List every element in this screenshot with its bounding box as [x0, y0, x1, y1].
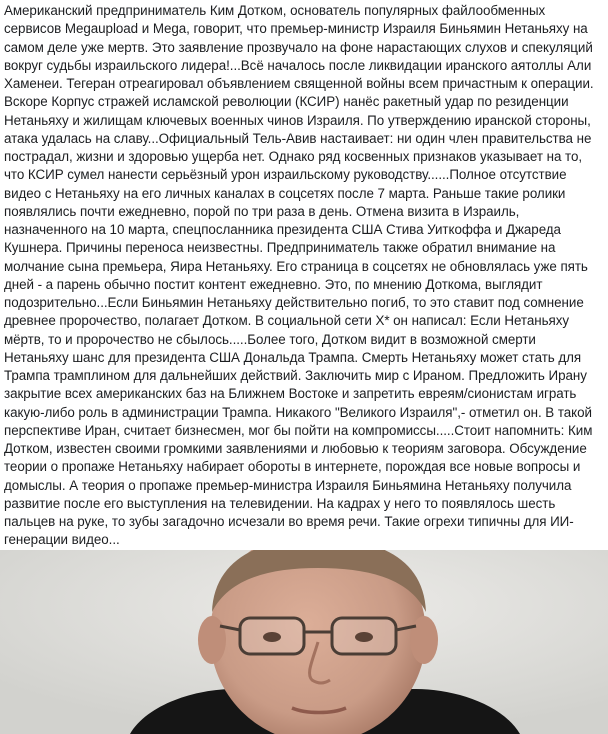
right-eye [355, 632, 373, 642]
left-ear [198, 616, 226, 664]
left-eye [263, 632, 281, 642]
post-text: Американский предприниматель Ким Дотком, основатель популярных файлообменных сервисов Megaupload и Mega, говорит, что премьер-министр Израиля Биньямин Нетаньяху на самом деле уже мертв. Это заявление прозвучало на фоне нарастающих слухов и спекуляций вокруг судьбы израильского лидера!...Всё началось после ликвидации иранского аятоллы Али Хаменеи. Тегеран отреагировал объявлением священной войны всем причастным к операции. Вскоре Корпус стражей исламской революции (КСИР) нанёс ракетный удар по резиденции Нетаньяху и жилищам ключевых военных чинов Израиля. По утверждению иранской стороны, атака удалась на славу...Официальный Тель-Авив настаивает: ни один член правительства не пострадал, жизни и здоровью ущерба нет. Однако ряд косвенных признаков указывает на то, что КСИР сумел нанести серьёзный урон израильскому руководству......Полное отсутствие видео с Нетаньяху на его личных каналах в соцсетях после 7 марта. Раньше такие ролики появлялись почти ежедневно, порой по три раза в день. Отмена визита в Израиль, назначенного на 10 марта, спецпосланника президента США Стива Уиткоффа и Джареда Кушнера. Причины переноса неизвестны. Предприниматель также обратил внимание на молчание сына премьера, Яира Нетаньяху. Его страница в соцсетях не обновлялась уже пять дней - а парень обычно постит контент ежедневно. Это, по мнению Доткома, выглядит подозрительно...Если Биньямин Нетаньяху действительно погиб, то это ставит под сомнение древнее пророчество, полагает Дотком. В социальной сети X* он написал: Если Нетаньяху мёртв, то и пророчество не сбылось.....Более того, Дотком видит в возможной смерти Нетаньяху шанс для президента США Дональда Трампа. Смерть Нетаньяху может стать для Трампа трамплином для дальнейших действий. Заключить мир с Ираном. Предложить Ирану закрытие всех американских баз на Ближнем Востоке и запретить евреям/сионистам играть какую-либо роль в администрации Трампа. Никакого "Великого Израиля",- отметил он. В такой перспективе Иран, считает бизнесмен, мог бы пойти на компромиссы.....Стоит напомнить: Ким Дотком, известен своими громкими заявлениями и любовью к теориям заговора. Обсуждение теории о пропаже Нетаньяху набирает обороты в интернете, порождая все новые вопросы и домыслы. А теория о пропаже премьер-министра Израиля Биньямина Нетаньяху получила развитие после его выступления на телевидении. На кадрах у него то появлялось шесть пальцев на руке, то зубы загадочно исчезали во время речи. Такие огрехи типичны для ИИ-генерации видео... [4, 3, 594, 548]
post-photo[interactable] [0, 550, 608, 734]
portrait-image [0, 550, 608, 734]
right-ear [410, 616, 438, 664]
